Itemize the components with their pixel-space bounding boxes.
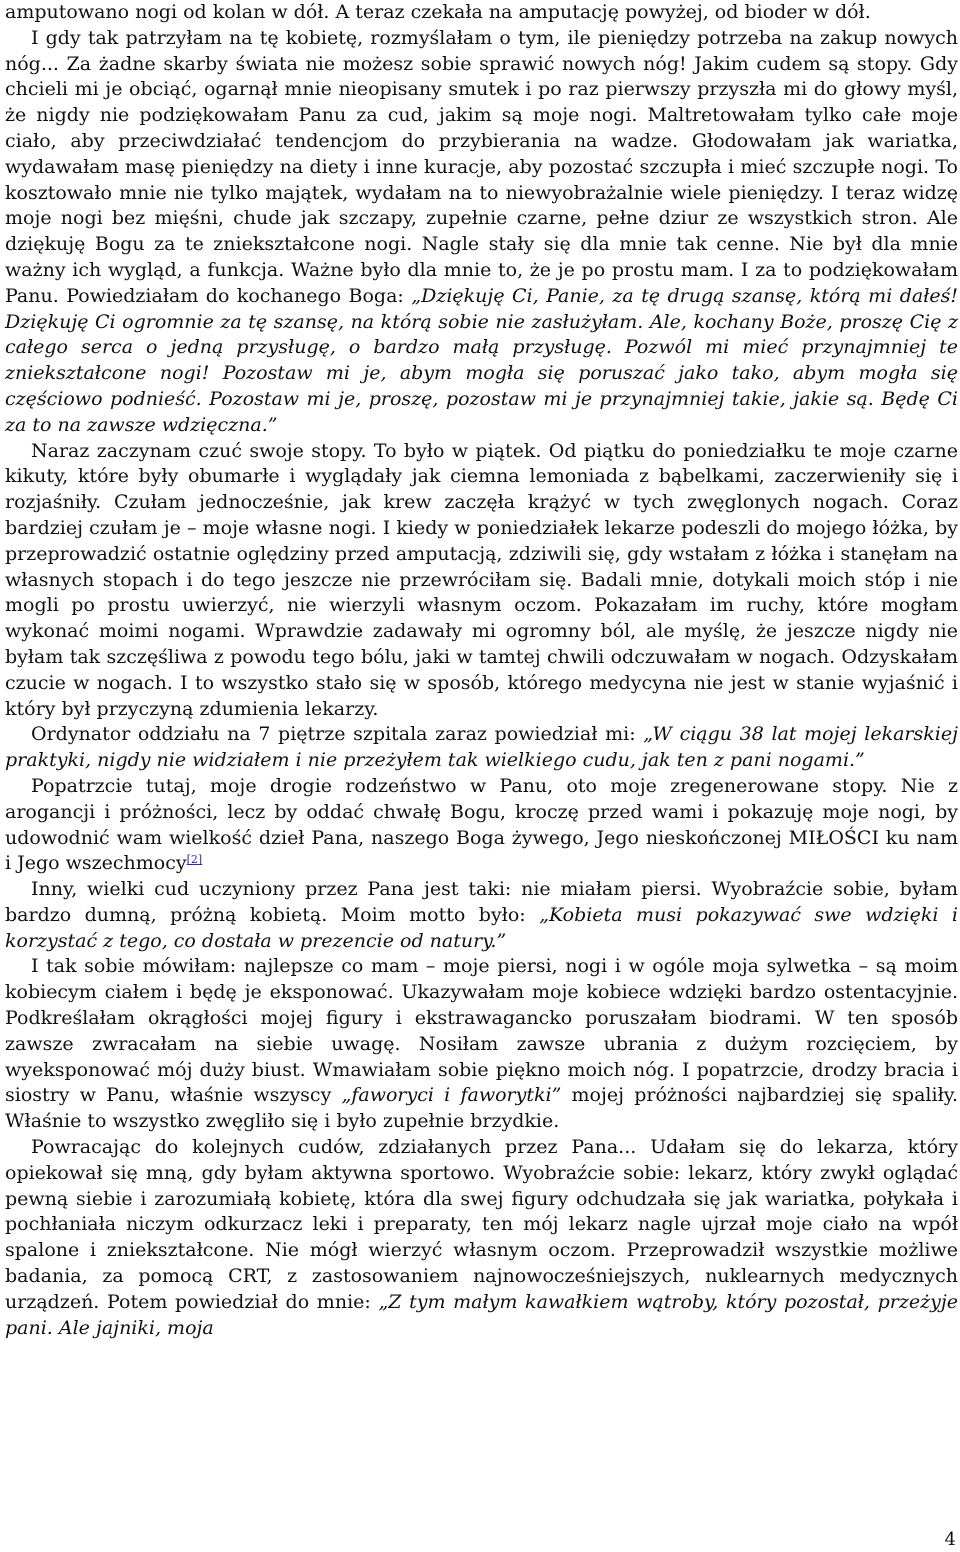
document-page: [5, 0, 958, 1341]
footnote-link[interactable]: [2]: [186, 853, 203, 867]
text-run: Powracając do kolejnych cudów, zdziałanych przez Pana... Udałam się do lekarza, który opiekował się mną, gdy byłam aktywna sportowo. Wyobraźcie sobie: lekarz, który zwykł oglądać pewną siebie i zarozumiałą kobietę, która dla swej figury odchudzała się jak wariatka, połykała i pochłaniała niczym odkurzacz leki i preparaty, ten mój lekarz nagle ujrzał moje ciało na wpół spalone i zniekształcone. Nie mógł wierzyć własnym oczom. Przeprowadził wszystkie możliwe badania, za pomocą CRT, z zastosowaniem najnowocześniejszych, nuklearnych medycznych urządzeń. Potem powiedział do mnie:: [5, 1136, 958, 1313]
paragraph: [5, 954, 958, 1135]
text-run: Naraz zaczynam czuć swoje stopy. To było w piątek. Od piątku do poniedziałku te moje czarne kikuty, które były obumarłe i wyglądały jak ciemna lemoniada z bąbelkami, zaczerwieniły się i rozjaśniły. Czułam jednocześnie, jak krew zaczęła krążyć w tych zwęglonych nogach. Coraz bardziej czułam je – moje własne nogi. I kiedy w poniedziałek lekarze podeszli do mojego łóżka, by przeprowadzić ostatnie oględziny przed amputacją, zdziwili się, gdy wstałam z łóżka i stanęłam na własnych stopach i do tego jeszcze nie przewróciłam się. Badali mnie, dotykali moich stóp i nie mogli po prostu uwierzyć, nie wierzyli własnym oczom. Pokazałam im ruchy, które mogłam wykonać moimi nogami. Wprawdzie zadawały mi ogromny ból, ale myślę, że jeszcze nigdy nie byłam tak szczęśliwa z powodu tego bólu, jaki w tamtej chwili odczuwałam w nogach. Odzyskałam czucie w nogach. I to wszystko stało się w sposób, którego medycyna nie jest w stanie wyjaśnić i który był przyczyną zdumienia lekarzy.: [5, 439, 958, 720]
text-run: Ordynator oddziału na 7 piętrze szpitala zaraz powiedział mi:: [31, 723, 644, 746]
paragraph: [5, 722, 958, 774]
page-number: 4: [944, 1529, 956, 1550]
text-run: amputowano nogi od kolan w dół. A teraz czekała na amputację powyżej, od bioder w dół.: [5, 1, 871, 23]
paragraph: [5, 774, 958, 877]
text-run: I tak sobie mówiłam: najlepsze co mam – moje piersi, nogi i w ogóle moja sylwetka – są moim kobiecym ciałem i będę je eksponować. Ukazywałam moje kobiece wdzięki bardzo ostentacyjnie. Podkreślałam okrągłości mojej figury i ekstrawagancko poruszałam biodrami. W ten sposób zawsze zwracałam na siebie uwagę. Nosiłam zawsze ubrania z dużym rozcięciem, by wyeksponować mój duży biust. Wmawiałam sobie piękno moich nóg. I popatrzcie, drodzy bracia i siostry w Panu, właśnie wszyscy: [5, 955, 958, 1107]
italic-quote: „W ciągu 38 lat mojej lekarskiej praktyki, nigdy nie widziałem i nie przeżyłem tak wielkiego cudu, jak ten z pani nogami.”: [5, 723, 958, 772]
text-run: Popatrzcie tutaj, moje drogie rodzeństwo w Panu, oto moje zregenerowane stopy. Nie z arogancji i próżności, lecz by oddać chwałę Bogu, kroczę przed wami i pokazuję moje nogi, by udowodnić wam wielkość dzieł Pana, naszego Boga żywego, Jego nieskończonej MIŁOŚCI ku nam i Jego wszechmocy: [5, 774, 958, 875]
footnote-reference: [187, 853, 203, 866]
paragraph: [5, 1135, 958, 1341]
paragraph: [5, 439, 958, 723]
paragraph: [5, 26, 958, 439]
text-run: mojej próżności najbardziej się spaliły. Właśnie to wszystko zwęgliło się i było zupełnie brzydkie.: [5, 1084, 958, 1133]
paragraph: [5, 0, 958, 26]
italic-quote: „Kobieta musi pokazywać swe wdzięki i korzystać z tego, co dostała w prezencie od natury.”: [5, 903, 959, 952]
italic-quote: „Z tym małym kawałkiem wątroby, który pozostał, przeżyje pani. Ale jajniki, moja: [5, 1290, 958, 1339]
paragraph: [5, 877, 958, 954]
text-run: Inny, wielki cud uczyniony przez Pana jest taki: nie miałam piersi. Wyobraźcie sobie, byłam bardzo dumną, próżną kobietą. Moim motto było:: [5, 878, 958, 926]
italic-quote: „faworyci i faworytki”: [341, 1084, 562, 1107]
document-body: [5, 0, 958, 1341]
text-run: I gdy tak patrzyłam na tę kobietę, rozmyślałam o tym, ile pieniędzy potrzeba na zakup nowych nóg... Za żadne skarby świata nie możesz sobie sprawić nowych nóg! Jakim cudem są stopy. Gdy chcieli mi je obciąć, ogarnął mnie nieopisany smutek i po raz pierwszy przyszła mi do głowy myśl, że nigdy nie podziękowałam Panu za cud, jakim są moje nogi. Maltretowałam tylko całe moje ciało, aby przeciwdziałać tendencjom do przybierania na wadze. Głodowałam jak wariatka, wydawałam masę pieniędzy na diety i inne kuracje, aby pozostać szczupła i mieć szczupłe nogi. To kosztowało mnie nie tylko majątek, wydałam na to niewyobrażalnie wiele pieniędzy. I teraz widzę moje nogi bez mięśni, chude jak szczapy, zupełnie czarne, pełne dziur ze wszystkich stron. Ale dziękuję Bogu za te zniekształcone nogi. Nagle stały się dla mnie tak cenne. Nie był dla mnie ważny ich wygląd, a funkcja. Ważne było dla mnie to, że je po prostu mam. I za to podziękowałam Panu. Powiedziałam do kochanego Boga:: [5, 26, 958, 307]
italic-quote: „Dziękuję Ci, Panie, za tę drugą szansę, którą mi dałeś! Dziękuję Ci ogromnie za tę szansę, na którą sobie nie zasłużyłam. Ale, kochany Boże, proszę Cię z całego serca o jedną przysługę, o bardzo małą przysługę. Pozwól mi mieć przynajmniej te zniekształcone nogi! Pozostaw mi je, abym mogła się poruszać jako tako, abym mogła się częściowo podnieść. Pozostaw mi je, proszę, pozostaw mi je przynajmniej takie, jakie są. Będę Ci za to na zawsze wdzięczna.”: [5, 284, 958, 436]
